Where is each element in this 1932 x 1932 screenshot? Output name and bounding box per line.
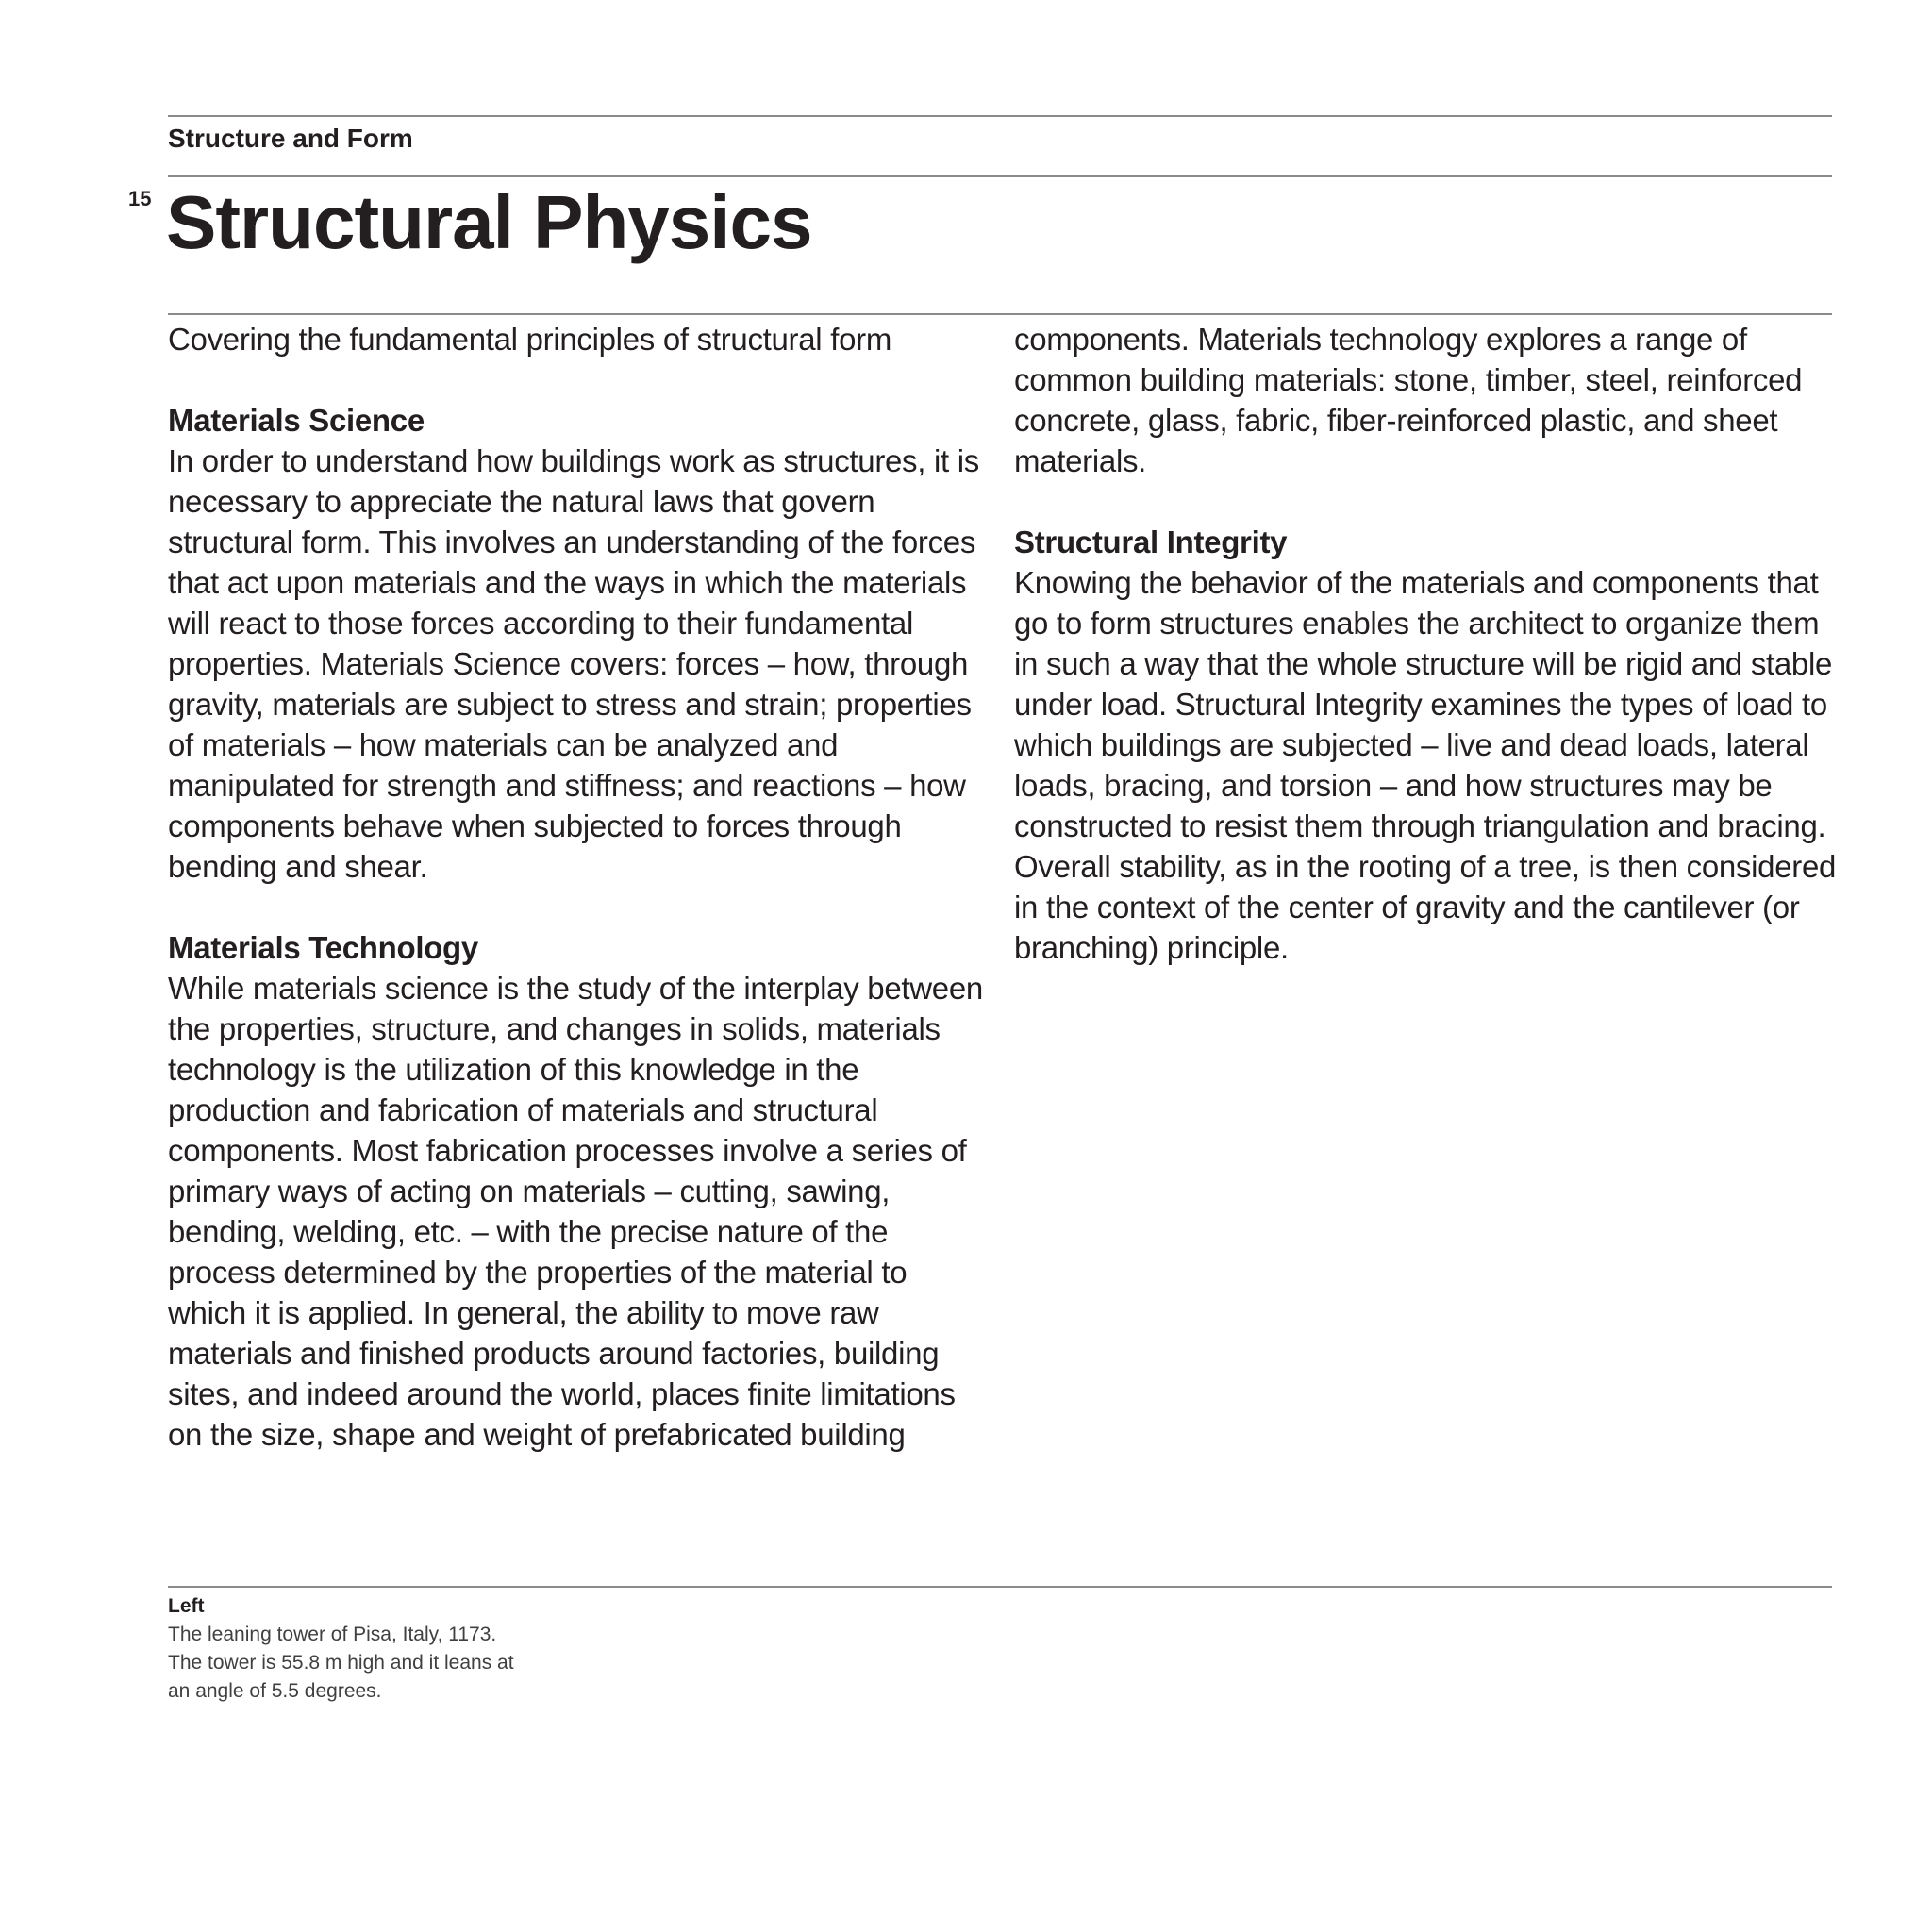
image-caption	[168, 1592, 658, 1706]
title-divider	[168, 175, 1832, 177]
materials-technology-heading: Materials Technology	[168, 930, 478, 965]
top-divider	[168, 115, 1832, 117]
section-label: Structure and Form	[168, 124, 413, 153]
caption-divider	[168, 1586, 1832, 1588]
materials-technology-continued: components. Materials technology explores a range of common building materials: stone, timber, steel, reinforced concrete, glass, fabric, fiber-reinforced plastic, and sheet materials.	[1014, 322, 1803, 478]
caption-text: The leaning tower of Pisa, Italy, 1173. The tower is 55.8 m high and it leans at an angle of 5.5 degrees.	[168, 1624, 514, 1702]
page-title: Structural Physics	[166, 180, 812, 264]
page-number: 15	[128, 187, 152, 210]
structural-integrity-heading: Structural Integrity	[1014, 525, 1288, 559]
materials-science-paragraph: In order to understand how buildings work as structures, it is necessary to appreciate the natural laws that govern structural form. This involves an understanding of the forces that act upon materials and the ways in which the materials will react to those forces according to their fundamental properties. Materials Science covers: forces – how, through gravity, materials are subject to stress and strain; properties of materials – how materials can be analyzed and manipulated for strength and stiffness; and reactions – how components behave when subjected to forces through bending and shear.	[168, 443, 979, 884]
body-divider	[168, 313, 1832, 315]
intro-paragraph: Covering the fundamental principles of structural form	[168, 322, 892, 357]
left-text-column	[168, 319, 989, 1455]
materials-technology-paragraph: While materials science is the study of the interplay between the properties, structure, and changes in solids, materials technology is the utilization of this knowledge in the production and fabrication of materials and structural components. Most fabrication processes involve a series of primary ways of acting on materials – cutting, sawing, bending, welding, etc. – with the precise nature of the process determined by the properties of the material to which it is applied. In general, the ability to move raw materials and finished products around factories, building sites, and indeed around the world, places finite limitations on the size, shape and weight of prefabricated building	[168, 971, 983, 1452]
caption-heading: Left	[168, 1595, 205, 1617]
structural-integrity-paragraph: Knowing the behavior of the materials and components that go to form structures enables the architect to organize them in such a way that the whole structure will be rigid and stable under load. Structural Integrity examines the types of load to which buildings are subjected – live and dead loads, lateral loads, bracing, and torsion – and how structures may be constructed to resist them through triangulation and bracing. Overall stability, as in the rooting of a tree, is then considered in the context of the center of gravity and the cantilever (or branching) principle.	[1014, 565, 1837, 965]
right-text-column	[1014, 319, 1844, 968]
materials-science-heading: Materials Science	[168, 403, 425, 438]
